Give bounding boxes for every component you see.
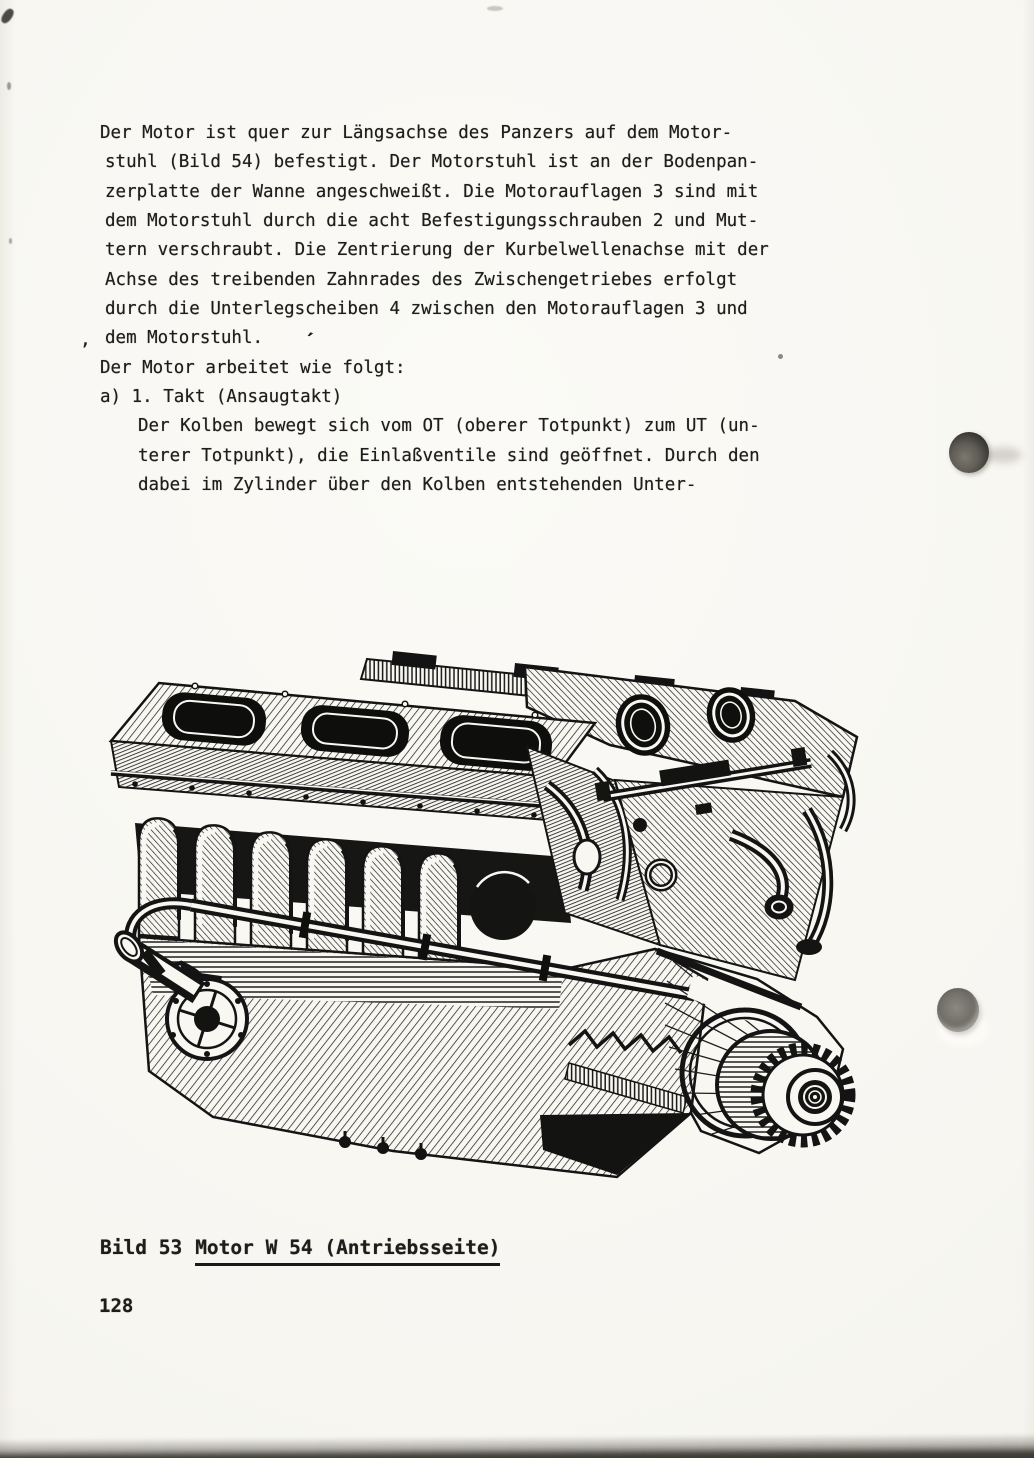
text-line: a) 1. Takt (Ansaugtakt) [100,387,343,408]
scan-speck [0,7,16,25]
scan-speck [778,354,783,359]
text-line: dem Motorstuhl. [105,328,264,349]
page-number: 128 [99,1295,134,1317]
punch-hole-bottom [937,988,979,1032]
text-line: Achse des treibenden Zahnrades des Zwischengetriebes erfolgt [105,269,738,290]
punch-hole-top [949,432,989,473]
scan-speck [487,6,503,11]
caption-prefix: Bild 53 [100,1236,183,1259]
text-line: stuhl (Bild 54) befestigt. Der Motorstuhl ist an der Bodenpan- [105,152,759,173]
text-line: zerplatte der Wanne angeschweißt. Die Motorauflagen 3 sind mit [105,181,759,202]
stray-comma-mark: , [80,329,91,350]
body-text [100,123,820,504]
text-line: dabei im Zylinder über den Kolben entstehenden Unter- [138,475,697,496]
text-line: tern verschraubt. Die Zentrierung der Kurbelwellenachse mit der [105,240,769,261]
scan-speck [9,238,12,244]
figure-caption [100,1236,500,1266]
text-line: Der Motor ist quer zur Längsachse des Panzers auf dem Motor- [100,123,733,143]
text-line: Der Motor arbeitet wie folgt: [100,357,406,378]
text-line: Der Kolben bewegt sich vom OT (oberer Totpunkt) zum UT (un- [138,416,760,437]
text-line: durch die Unterlegscheiben 4 zwischen den Motorauflagen 3 und [105,299,748,320]
engine-illustration [95,645,885,1210]
handwritten-tick-mark: ′ [300,326,318,354]
scan-speck [7,82,11,90]
text-line: terer Totpunkt), die Einlaßventile sind geöffnet. Durch den [138,445,760,466]
caption-title: Motor W 54 (Antriebsseite) [195,1236,500,1266]
text-line: dem Motorstuhl durch die acht Befestigungsschrauben 2 und Mut- [105,211,759,232]
engine-figure [95,645,885,1210]
punch-hole-smear [986,447,1022,463]
